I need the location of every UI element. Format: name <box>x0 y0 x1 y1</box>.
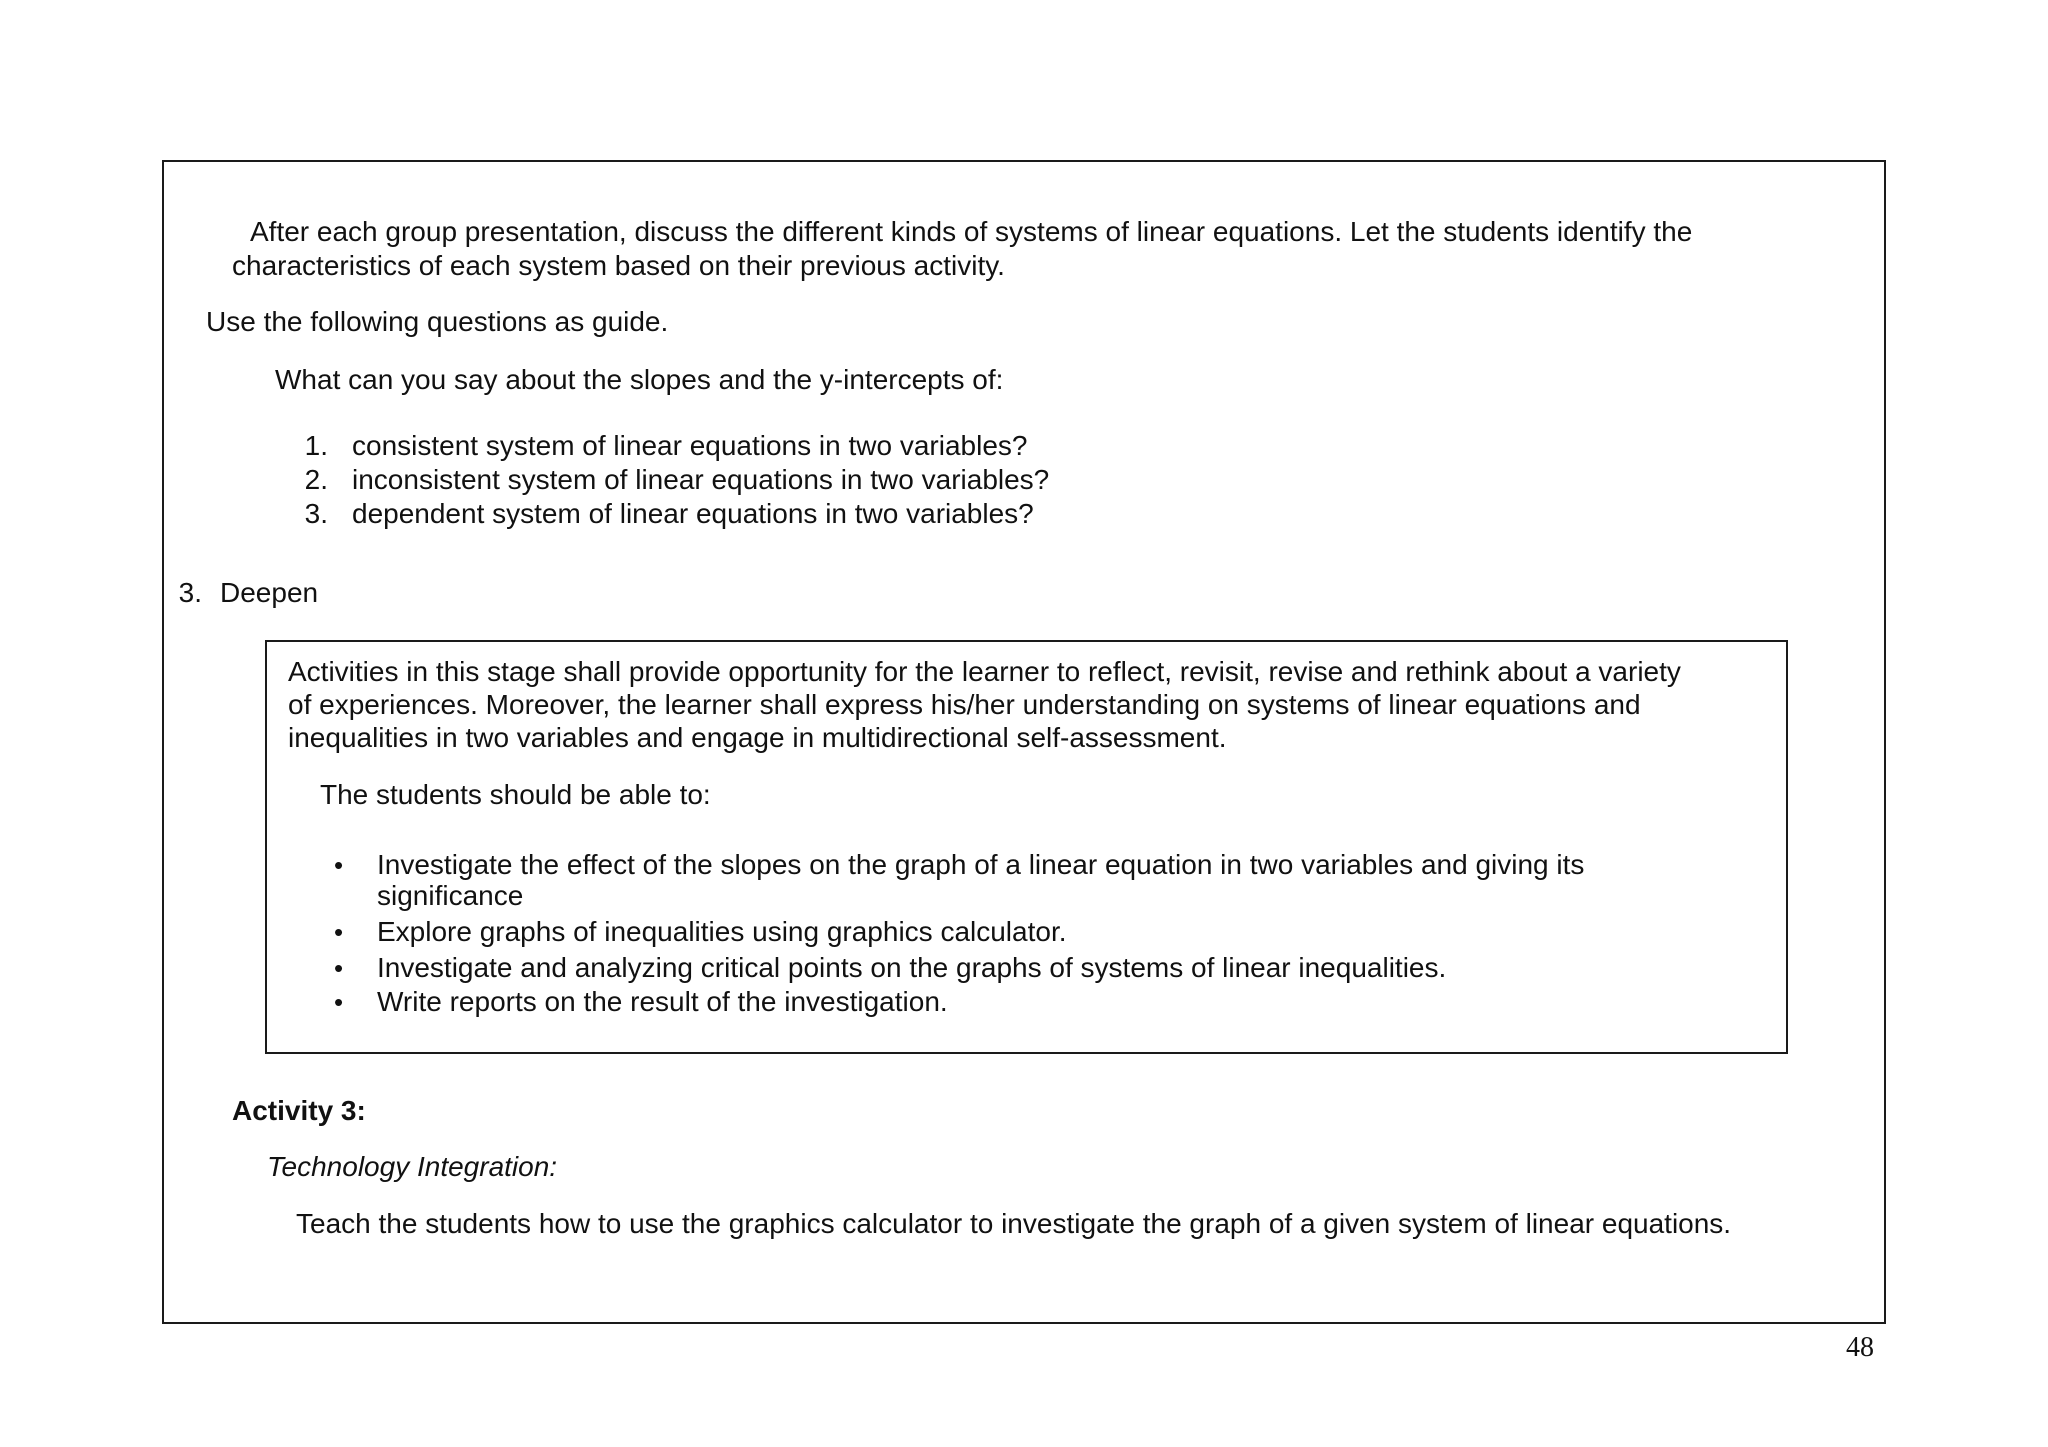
page-number: 48 <box>1846 1332 1874 1363</box>
bullet-item: Write reports on the result of the investigation. <box>377 986 948 1017</box>
bullet-marker: • <box>334 850 344 880</box>
deepen-line-3: inequalities in two variables and engage in multidirectional self-assessment. <box>288 722 1227 753</box>
students-lead: The students should be able to: <box>320 779 711 810</box>
intro-line-2: characteristics of each system based on their previous activity. <box>232 250 1005 281</box>
activity-text: Teach the students how to use the graphics calculator to investigate the graph of a given system of linear equations. <box>296 1208 1732 1239</box>
activity-heading: Activity 3: <box>232 1095 366 1126</box>
question-number: 2. <box>304 464 328 495</box>
question-number: 1. <box>304 430 328 461</box>
bullet-item: Investigate and analyzing critical points on the graphs of systems of linear inequalities. <box>377 952 1447 983</box>
question-lead: What can you say about the slopes and the y-intercepts of: <box>275 364 1004 395</box>
question-item: dependent system of linear equations in two variables? <box>352 498 1034 529</box>
section-title: Deepen <box>220 577 319 608</box>
question-item: inconsistent system of linear equations in two variables? <box>352 464 1050 495</box>
bullet-item: Explore graphs of inequalities using graphics calculator. <box>377 916 1067 947</box>
bullet-marker: • <box>334 953 344 983</box>
deepen-line-2: of experiences. Moreover, the learner shall express his/her understanding on systems of linear equations and <box>288 689 1641 720</box>
activity-subheading: Technology Integration: <box>267 1151 558 1182</box>
bullet-marker: • <box>334 987 344 1017</box>
guide-text: Use the following questions as guide. <box>206 306 669 337</box>
section-number: 3. <box>178 577 202 608</box>
deepen-line-1: Activities in this stage shall provide opportunity for the learner to reflect, revisit, revise and rethink about a variety <box>288 656 1681 687</box>
question-item: consistent system of linear equations in two variables? <box>352 430 1028 461</box>
bullet-item-line-1: Investigate the effect of the slopes on the graph of a linear equation in two variables and giving its <box>377 849 1585 880</box>
bullet-marker: • <box>334 917 344 947</box>
question-number: 3. <box>304 498 328 529</box>
bullet-item-line-2: significance <box>377 880 524 911</box>
intro-line-1: After each group presentation, discuss the different kinds of systems of linear equations. Let the students identify the <box>250 216 1693 247</box>
